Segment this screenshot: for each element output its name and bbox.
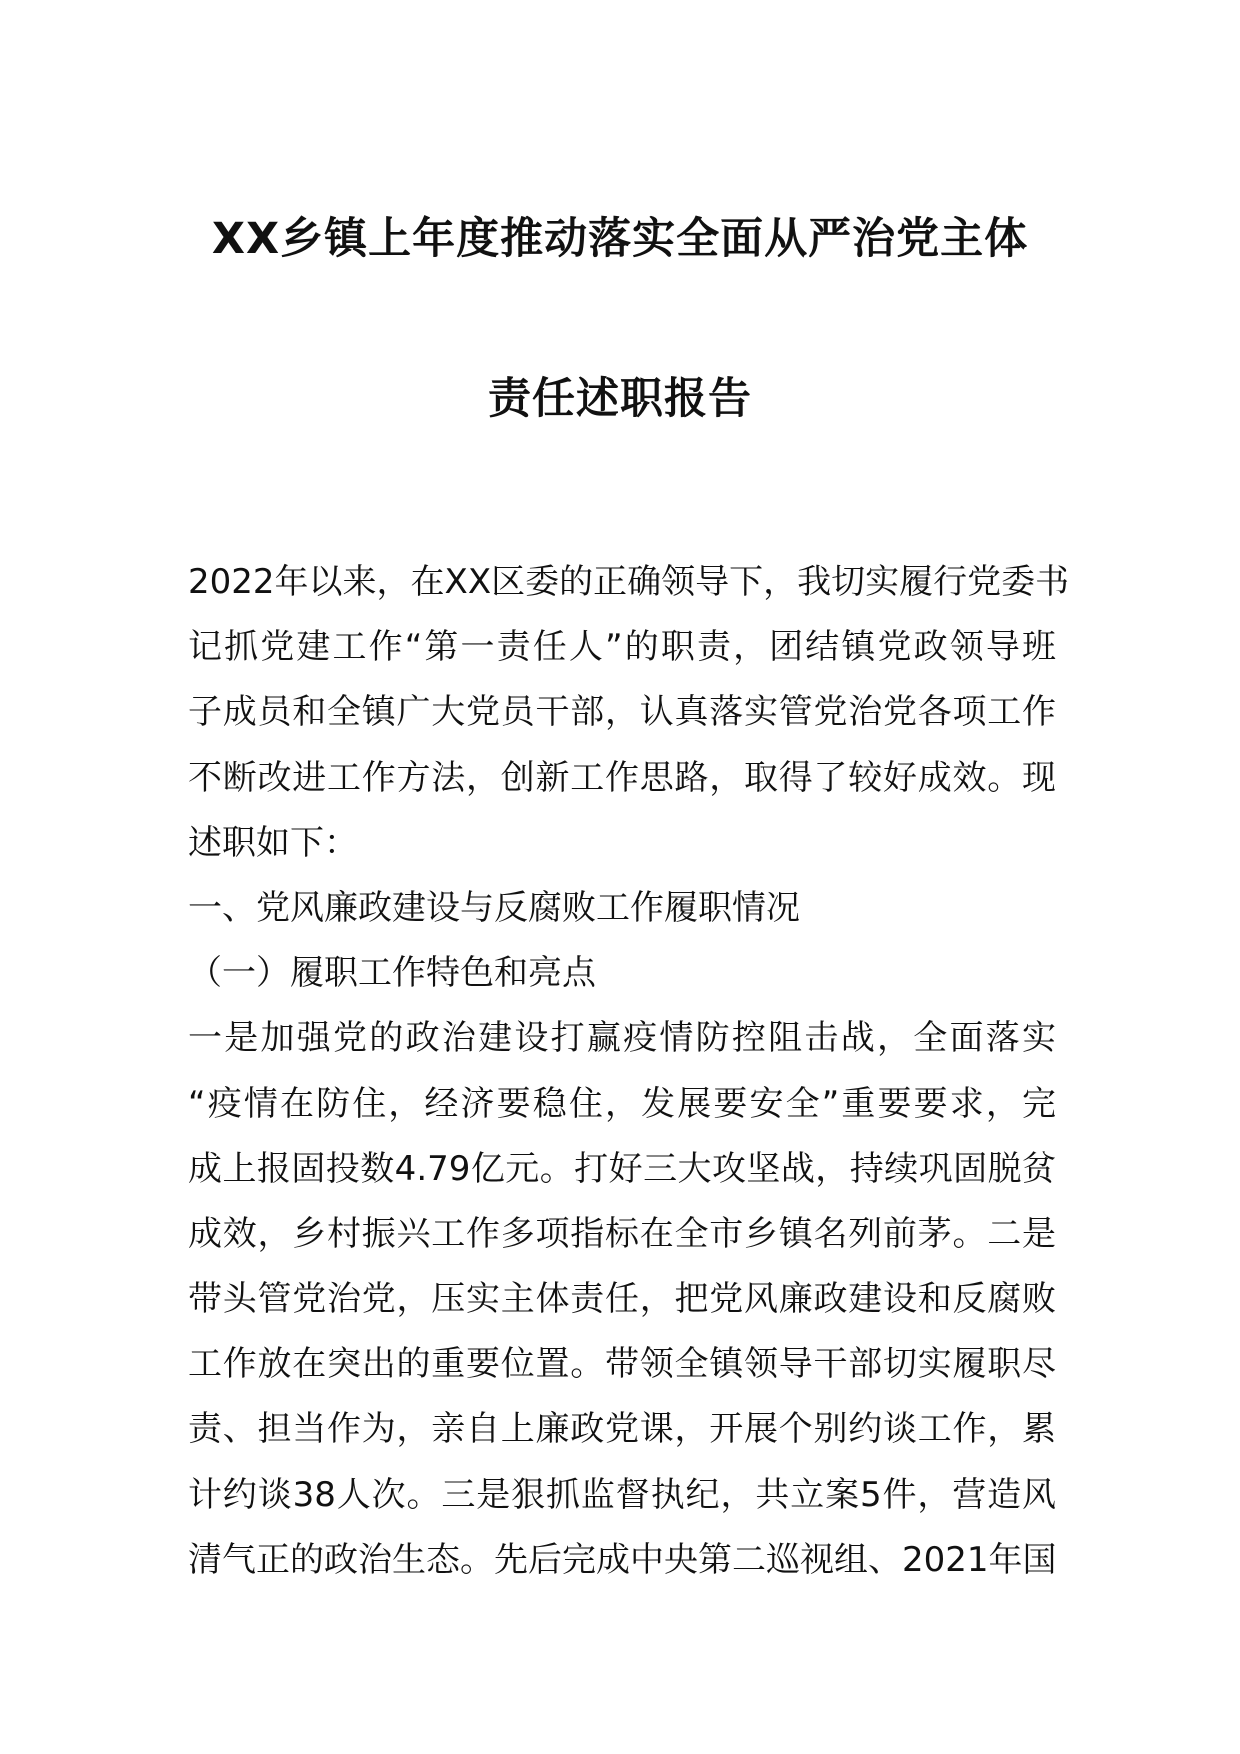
body-line: “疫情在防住，经济要稳住，发展要安全”重要要求，完: [188, 1083, 1056, 1124]
body-line: 不断改进工作方法，创新工作思路，取得了较好成效。现: [188, 757, 1056, 798]
document-title-line-1: XX乡镇上年度推动落实全面从严治党主体: [211, 214, 1029, 264]
body-line: 工作放在突出的重要位置。带领全镇领导干部切实履职尽: [188, 1344, 1056, 1385]
body-line: 成上报固投数4.79亿元。打好三大攻坚战，持续巩固脱贫: [188, 1148, 1056, 1189]
body-line: 记抓党建工作“第一责任人”的职责，团结镇党政领导班: [188, 627, 1056, 668]
body-line: 清气正的政治生态。先后完成中央第二巡视组、2021年国: [188, 1539, 1057, 1580]
body-line: 2022年以来，在XX区委的正确领导下，我切实履行党委书: [188, 562, 1070, 602]
section-heading: 一、党风廉政建设与反腐败工作履职情况: [188, 887, 800, 928]
document-body: [188, 550, 1070, 1593]
body-line: 带头管党治党，压实主体责任，把党风廉政建设和反腐败: [188, 1279, 1056, 1320]
body-line: 子成员和全镇广大党员干部，认真落实管党治党各项工作: [188, 692, 1056, 733]
subsection-heading: （一）履职工作特色和亮点: [188, 953, 596, 994]
body-line: 一是加强党的政治建设打赢疫情防控阻击战，全面落实: [188, 1018, 1056, 1059]
body-line: 责、担当作为，亲自上廉政党课，开展个别约谈工作，累: [188, 1409, 1056, 1450]
body-line: 述职如下：: [188, 822, 358, 863]
document-title-line-2: 责任述职报告: [488, 374, 752, 424]
body-line: 成效，乡村振兴工作多项指标在全市乡镇名列前茅。二是: [188, 1213, 1056, 1254]
body-line: 计约谈38人次。三是狠抓监督执纪，共立案5件，营造风: [188, 1474, 1056, 1515]
